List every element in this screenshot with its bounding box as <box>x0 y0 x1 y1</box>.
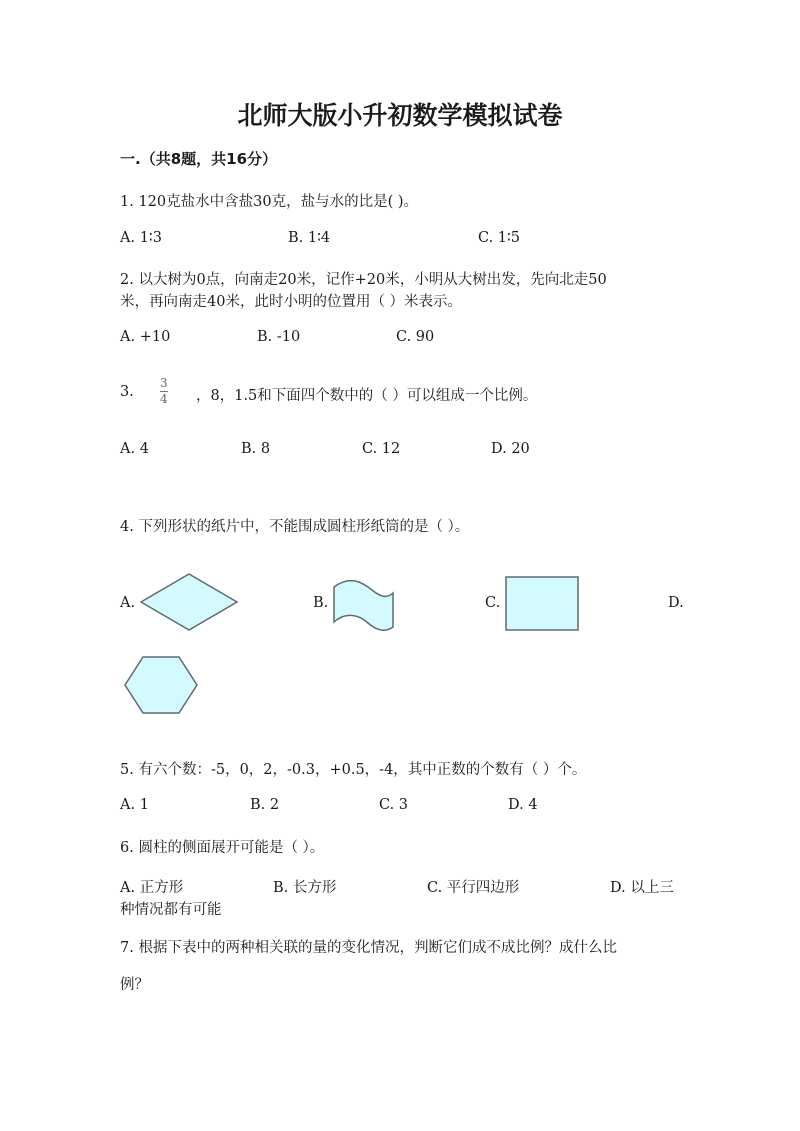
page-title: 北师大版小升初数学模拟试卷 <box>237 101 563 130</box>
question-3-option-d: D. 20 <box>491 441 530 457</box>
question-7-stem-line2: 例？ <box>120 977 149 993</box>
question-5-option-b: B. 2 <box>250 797 280 813</box>
question-4-option-d: D. <box>668 595 684 611</box>
question-6-option-a: A. 正方形 <box>120 880 184 896</box>
question-4-option-a: A. <box>120 595 136 611</box>
question-6-option-d-continued: 种情况都有可能 <box>120 902 222 918</box>
question-6-option-b: B. 长方形 <box>273 880 337 896</box>
question-4-stem: 4. 下列形状的纸片中，不能围成圆柱形纸筒的是（ ）。 <box>120 519 470 535</box>
question-5-option-c: C. 3 <box>379 797 409 813</box>
question-1-option-a: A. 1∶3 <box>120 230 162 246</box>
question-2-stem-line1: 2. 以大树为0点，向南走20米，记作+20米，小明从大树出发，先向北走50 <box>120 272 607 288</box>
question-3-number: 3. <box>120 384 134 400</box>
question-2-option-a: A. +10 <box>120 329 171 345</box>
question-2-option-c: C. 90 <box>396 329 435 345</box>
question-6-stem: 6. 圆柱的侧面展开可能是（ ）。 <box>120 840 325 856</box>
question-3-option-c: C. 12 <box>362 441 401 457</box>
question-5-stem: 5. 有六个数：-5，0，2，-0.3，+0.5，-4，其中正数的个数有（ ）个。 <box>120 762 587 778</box>
question-3-option-b: B. 8 <box>241 441 271 457</box>
question-2-option-b: B. -10 <box>257 329 301 345</box>
question-4-option-b: B. <box>313 595 329 611</box>
fraction-denominator: 4 <box>160 392 168 406</box>
section-heading: 一.（共8题，共16分） <box>120 150 278 168</box>
question-5-option-d: D. 4 <box>508 797 538 813</box>
question-2-stem-line2: 米，再向南走40米，此时小明的位置用（ ）米表示。 <box>120 294 463 310</box>
question-5-option-a: A. 1 <box>120 797 149 813</box>
question-6-option-c: C. 平行四边形 <box>427 880 520 896</box>
question-4-option-c: C. <box>485 595 501 611</box>
fraction-numerator: 3 <box>160 376 168 390</box>
question-1-stem: 1. 120克盐水中含盐30克，盐与水的比是( )。 <box>120 194 418 210</box>
rectangle-shape <box>506 577 578 630</box>
wavy-rectangle-shape <box>334 581 393 631</box>
rhombus-shape <box>141 574 237 630</box>
question-6-option-d: D. 以上三 <box>610 880 674 896</box>
question-1-option-b: B. 1∶4 <box>288 230 331 246</box>
hexagon-shape <box>125 657 197 713</box>
question-1-option-c: C. 1∶5 <box>478 230 521 246</box>
question-7-stem-line1: 7. 根据下表中的两种相关联的量的变化情况，判断它们成不成比例？成什么比 <box>120 940 617 956</box>
question-3-option-a: A. 4 <box>120 441 149 457</box>
question-3-stem: ，8，1.5和下面四个数中的（ ）可以组成一个比例。 <box>196 388 538 404</box>
